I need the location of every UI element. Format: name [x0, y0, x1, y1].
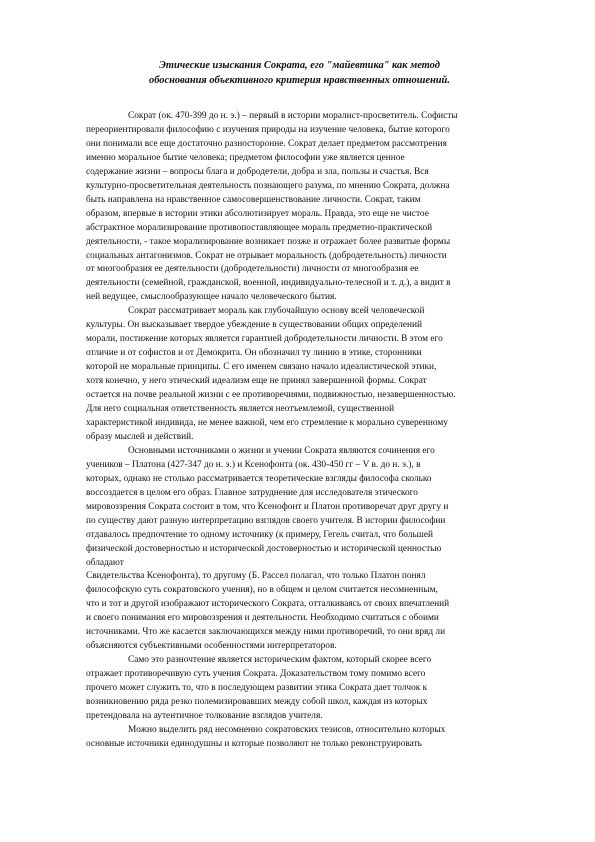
- text-line: по существу дают разную интерпретацию взглядов своего учителя. В истории философии: [86, 515, 446, 526]
- text-line: Свидетельства Ксенофонта), то другому (Б. Рассел полагал, что только Платон понял: [86, 571, 426, 582]
- body-paragraph: [86, 445, 513, 571]
- body-paragraph: [86, 724, 513, 752]
- text-line: деятельности, - такое морализирование возникает позже и отражает более развитые формы: [86, 236, 451, 247]
- text-line: Сократ (ок. 470-399 до н. э.) – первый в истории моралист-просветитель. Софисты: [128, 111, 458, 121]
- text-line: характеристикой индивида, не менее важной, чем его стремление к морально суверенному: [86, 417, 448, 428]
- text-line: образом, впервые в истории этики абсолютизирует мораль. Правда, это еще не чистое: [86, 208, 429, 219]
- text-line: воссоздается в целом его образ. Главное затруднение для исследователя этического: [86, 487, 418, 498]
- text-line: образу мыслей и действий.: [86, 431, 194, 442]
- text-line: философскую суть сократовского учения), но в общем и целом считается несомненным,: [86, 585, 438, 596]
- text-line: и своего понимания его мировоззрения и деятельности. Необходимо считаться с обоими: [86, 613, 439, 624]
- text-line: отражает противоречивую суть учения Сократа. Доказательством тому помимо всего: [86, 669, 426, 680]
- document-title: [86, 58, 513, 88]
- text-line: прочего может служить то, что в последующем развитии этика Сократа дает толчок к: [86, 683, 428, 694]
- title-line: Этические изыскания Сократа, его "майевтика" как метод: [159, 60, 440, 71]
- text-line: объясняются субъективными особенностями интерпретаторов.: [86, 641, 337, 652]
- text-line: отдавалось предпочтение то одному источнику (к примеру, Гегель считал, что большей: [86, 529, 434, 540]
- text-line: отличие и от софистов и от Демокрита. Он обозначил ту линию в этике, сторонники: [86, 348, 422, 359]
- text-line: переориентировали философию с изучения природы на изучение человека, бытие которого: [86, 124, 450, 135]
- text-line: именно моральное бытие человека; предметом философии уже является ценное: [86, 152, 405, 163]
- text-line: морали, постижение которых является гарантией добродетельности личности. В этом его: [86, 334, 443, 345]
- body-paragraph: [86, 654, 513, 724]
- text-line: социальных антагонизмов. Сократ не отрывает моральность (добродетельность) личности: [86, 250, 447, 261]
- text-line: Само это разночтение является историческим фактом, который скорее всего: [128, 655, 432, 666]
- text-line: Можно выделить ряд несомненно сократовских тезисов, относительно которых: [128, 724, 446, 735]
- text-line: культурно-просветительная деятельность познающего разума, по мнению Сократа, должна: [86, 180, 450, 191]
- body-paragraph: [86, 570, 513, 654]
- text-line: которых, однако не столько рассматривается теоретические взгляды философа сколько: [86, 473, 432, 484]
- text-line: Для него социальная ответственность является неотъемлемой, существенной: [86, 404, 395, 415]
- text-line: физической достоверностью и исторической достоверностью и исторической ценностью: [86, 543, 442, 554]
- text-line: быть направлена на нравственное самосовершенствование личности. Сократ, таким: [86, 194, 421, 205]
- text-line: мировоззрения Сократа состоит в том, что Ксенофонт и Платон противоречат друг другу и: [86, 501, 449, 512]
- text-line: культуры. Он высказывает твердое убеждение в существовании общих определений: [86, 320, 423, 331]
- text-line: что и тот и другой изображают исторического Сократа, отталкиваясь от своих впечатлений: [86, 599, 450, 610]
- text-line: ней ведущее, смыслообразующее начало человеческого бытия.: [86, 292, 337, 303]
- text-line: которой не моральные принципы. С его именем связано начало идеалистической этики,: [86, 362, 437, 373]
- text-line: Сократ рассматривает мораль как глубочайшую основу всей человеческой: [128, 306, 425, 317]
- text-line: учеников – Платона (427-347 до н. э.) и Ксенофонта (ок. 430-450 гг – V в. до н. э.), в: [86, 459, 421, 470]
- text-line: возникновению ряда резко полемизировавших между собой школ, каждая из которых: [86, 697, 428, 708]
- text-line: абстрактное морализирование противопоставляющее мораль предметно-практической: [86, 222, 433, 233]
- text-line: содержание жизни – вопросы блага и добродетели, добра и зла, пользы и счастья. Вся: [86, 166, 429, 177]
- text-line: они понимали все еще достаточно разносторонне. Сократ делает предметом рассмотрения: [86, 138, 447, 149]
- text-line: обладают: [86, 557, 124, 568]
- text-line: Основными источниками о жизни и учении Сократа являются сочинения его: [128, 445, 435, 456]
- text-line: деятельности (семейной, гражданской, военной, индивидуально-телесной и т. д.), а видит в: [86, 278, 451, 289]
- text-line: хотя конечно, у него этический идеализм еще не принял завершенной формы. Сократ: [86, 376, 427, 387]
- text-line: от многообразия ее деятельности (добродетельности) личности от многообразия ее: [86, 264, 419, 275]
- title-line: обоснования объективного критерия нравственных отношений.: [149, 75, 450, 86]
- body-paragraph: [86, 110, 513, 305]
- body-paragraph: [86, 305, 513, 445]
- text-line: источниками. Что же касается заключающихся между ними противоречий, то они вряд ли: [86, 627, 446, 638]
- document-body: [86, 110, 513, 752]
- text-line: остается на почве реальной жизни с ее противоречиями, подвижностью, незавершенностью.: [86, 390, 456, 401]
- text-line: основные источники единодушны и которые позволяют не только реконструировать: [86, 738, 422, 749]
- text-line: претендовала на аутентичное толкование взглядов учителя.: [86, 710, 323, 721]
